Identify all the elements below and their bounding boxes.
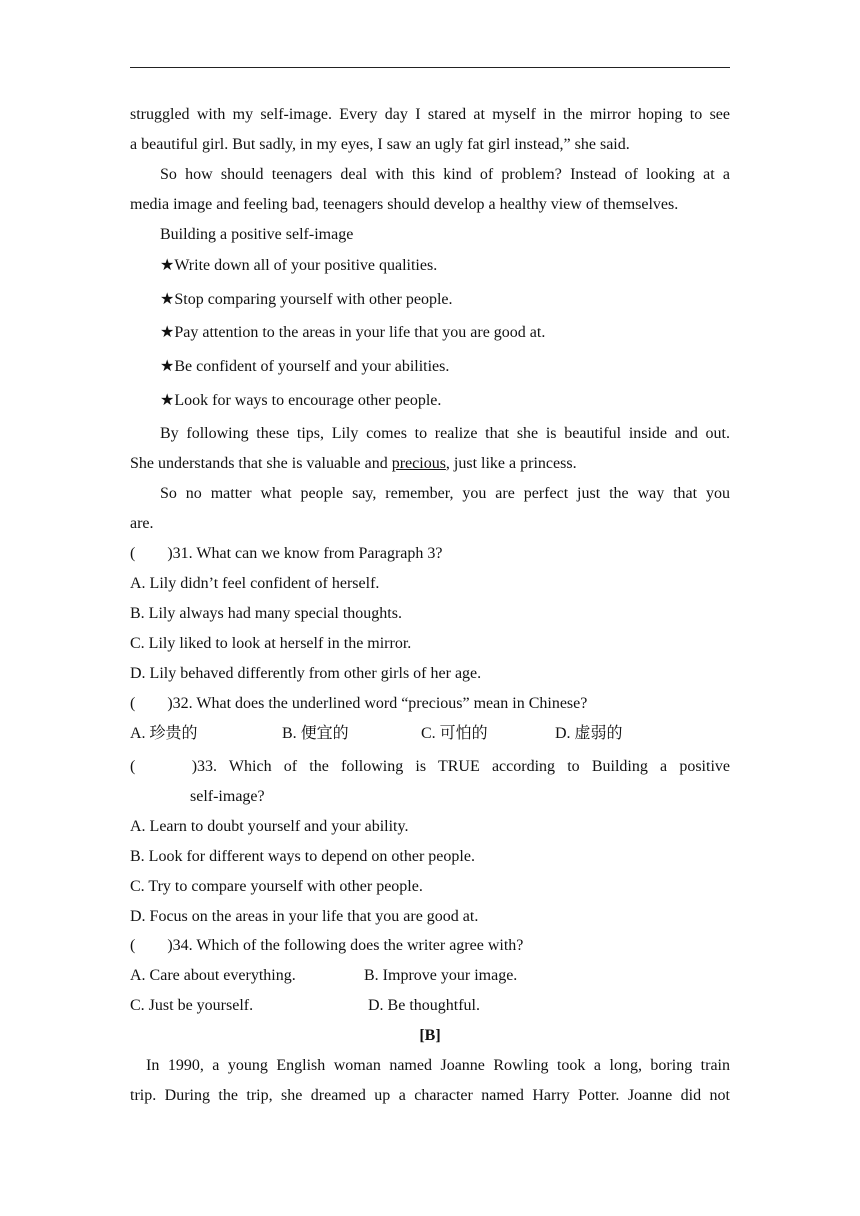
question-33-option: C. Try to compare yourself with other people. <box>130 878 423 895</box>
question-33-option: D. Focus on the areas in your life that you are good at. <box>130 908 479 925</box>
question-32-option-b: B. 便宜的 <box>282 725 349 742</box>
text-segment: She understands that she is valuable and <box>130 455 392 472</box>
question-31-option: A. Lily didn’t feel confident of herself. <box>130 575 380 592</box>
header-rule <box>130 67 730 68</box>
underlined-word-precious: precious <box>391 455 446 472</box>
para-deal-line-1: So how should teenagers deal with this kind of problem? Instead of looking at a <box>160 166 730 183</box>
question-31-option: B. Lily always had many special thoughts. <box>130 605 402 622</box>
tip-item: ★Write down all of your positive qualities. <box>160 257 438 274</box>
question-33-option: B. Look for different ways to depend on other people. <box>130 848 475 865</box>
question-34-option-d: D. Be thoughtful. <box>368 997 480 1014</box>
question-34-option-a: A. Care about everything. <box>130 967 296 984</box>
para-end-line-1: So no matter what people say, remember, you are perfect just the way that you <box>160 485 730 502</box>
section-b-title: [B] <box>419 1027 441 1044</box>
section-b-line-1: In 1990, a young English woman named Joanne Rowling took a long, boring train <box>146 1057 730 1074</box>
question-32-stem: ( )32. What does the underlined word “precious” mean in Chinese? <box>130 695 588 712</box>
para-deal-line-2: media image and feeling bad, teenagers should develop a healthy view of themselves. <box>130 196 679 213</box>
question-33-stem-line-2: self-image? <box>190 788 265 805</box>
tip-item: ★Look for ways to encourage other people. <box>160 392 442 409</box>
question-31-option: D. Lily behaved differently from other girls of her age. <box>130 665 482 682</box>
para-follow-line-1: By following these tips, Lily comes to realize that she is beautiful inside and out. <box>160 425 730 442</box>
question-34-option-c: C. Just be yourself. <box>130 997 254 1014</box>
question-32-option-a: A. 珍贵的 <box>130 725 198 742</box>
para-end-line-2: are. <box>130 515 154 532</box>
section-b-line-2: trip. During the trip, she dreamed up a character named Harry Potter. Joanne did not <box>130 1087 730 1104</box>
question-34-option-b: B. Improve your image. <box>364 967 518 984</box>
question-32-option-c: C. 可怕的 <box>421 725 488 742</box>
tip-item: ★Stop comparing yourself with other people. <box>160 291 453 308</box>
question-31-stem: ( )31. What can we know from Paragraph 3? <box>130 545 443 562</box>
question-32-option-d: D. 虚弱的 <box>555 725 623 742</box>
tips-heading: Building a positive self-image <box>160 226 354 243</box>
text-segment: , just like a princess. <box>445 455 577 472</box>
para-follow-line-2 <box>130 454 730 474</box>
question-33-stem-line-1: ( )33. Which of the following is TRUE according to Building a positive <box>130 758 730 775</box>
question-33-option: A. Learn to doubt yourself and your ability. <box>130 818 409 835</box>
para-top-line-2: a beautiful girl. But sadly, in my eyes, I saw an ugly fat girl instead,” she said. <box>130 136 630 153</box>
para-top-line-1: struggled with my self-image. Every day I stared at myself in the mirror hoping to see <box>130 106 730 123</box>
question-31-option: C. Lily liked to look at herself in the mirror. <box>130 635 412 652</box>
question-34-stem: ( )34. Which of the following does the writer agree with? <box>130 937 524 954</box>
tip-item: ★Pay attention to the areas in your life that you are good at. <box>160 324 546 341</box>
tip-item: ★Be confident of yourself and your abilities. <box>160 358 450 375</box>
